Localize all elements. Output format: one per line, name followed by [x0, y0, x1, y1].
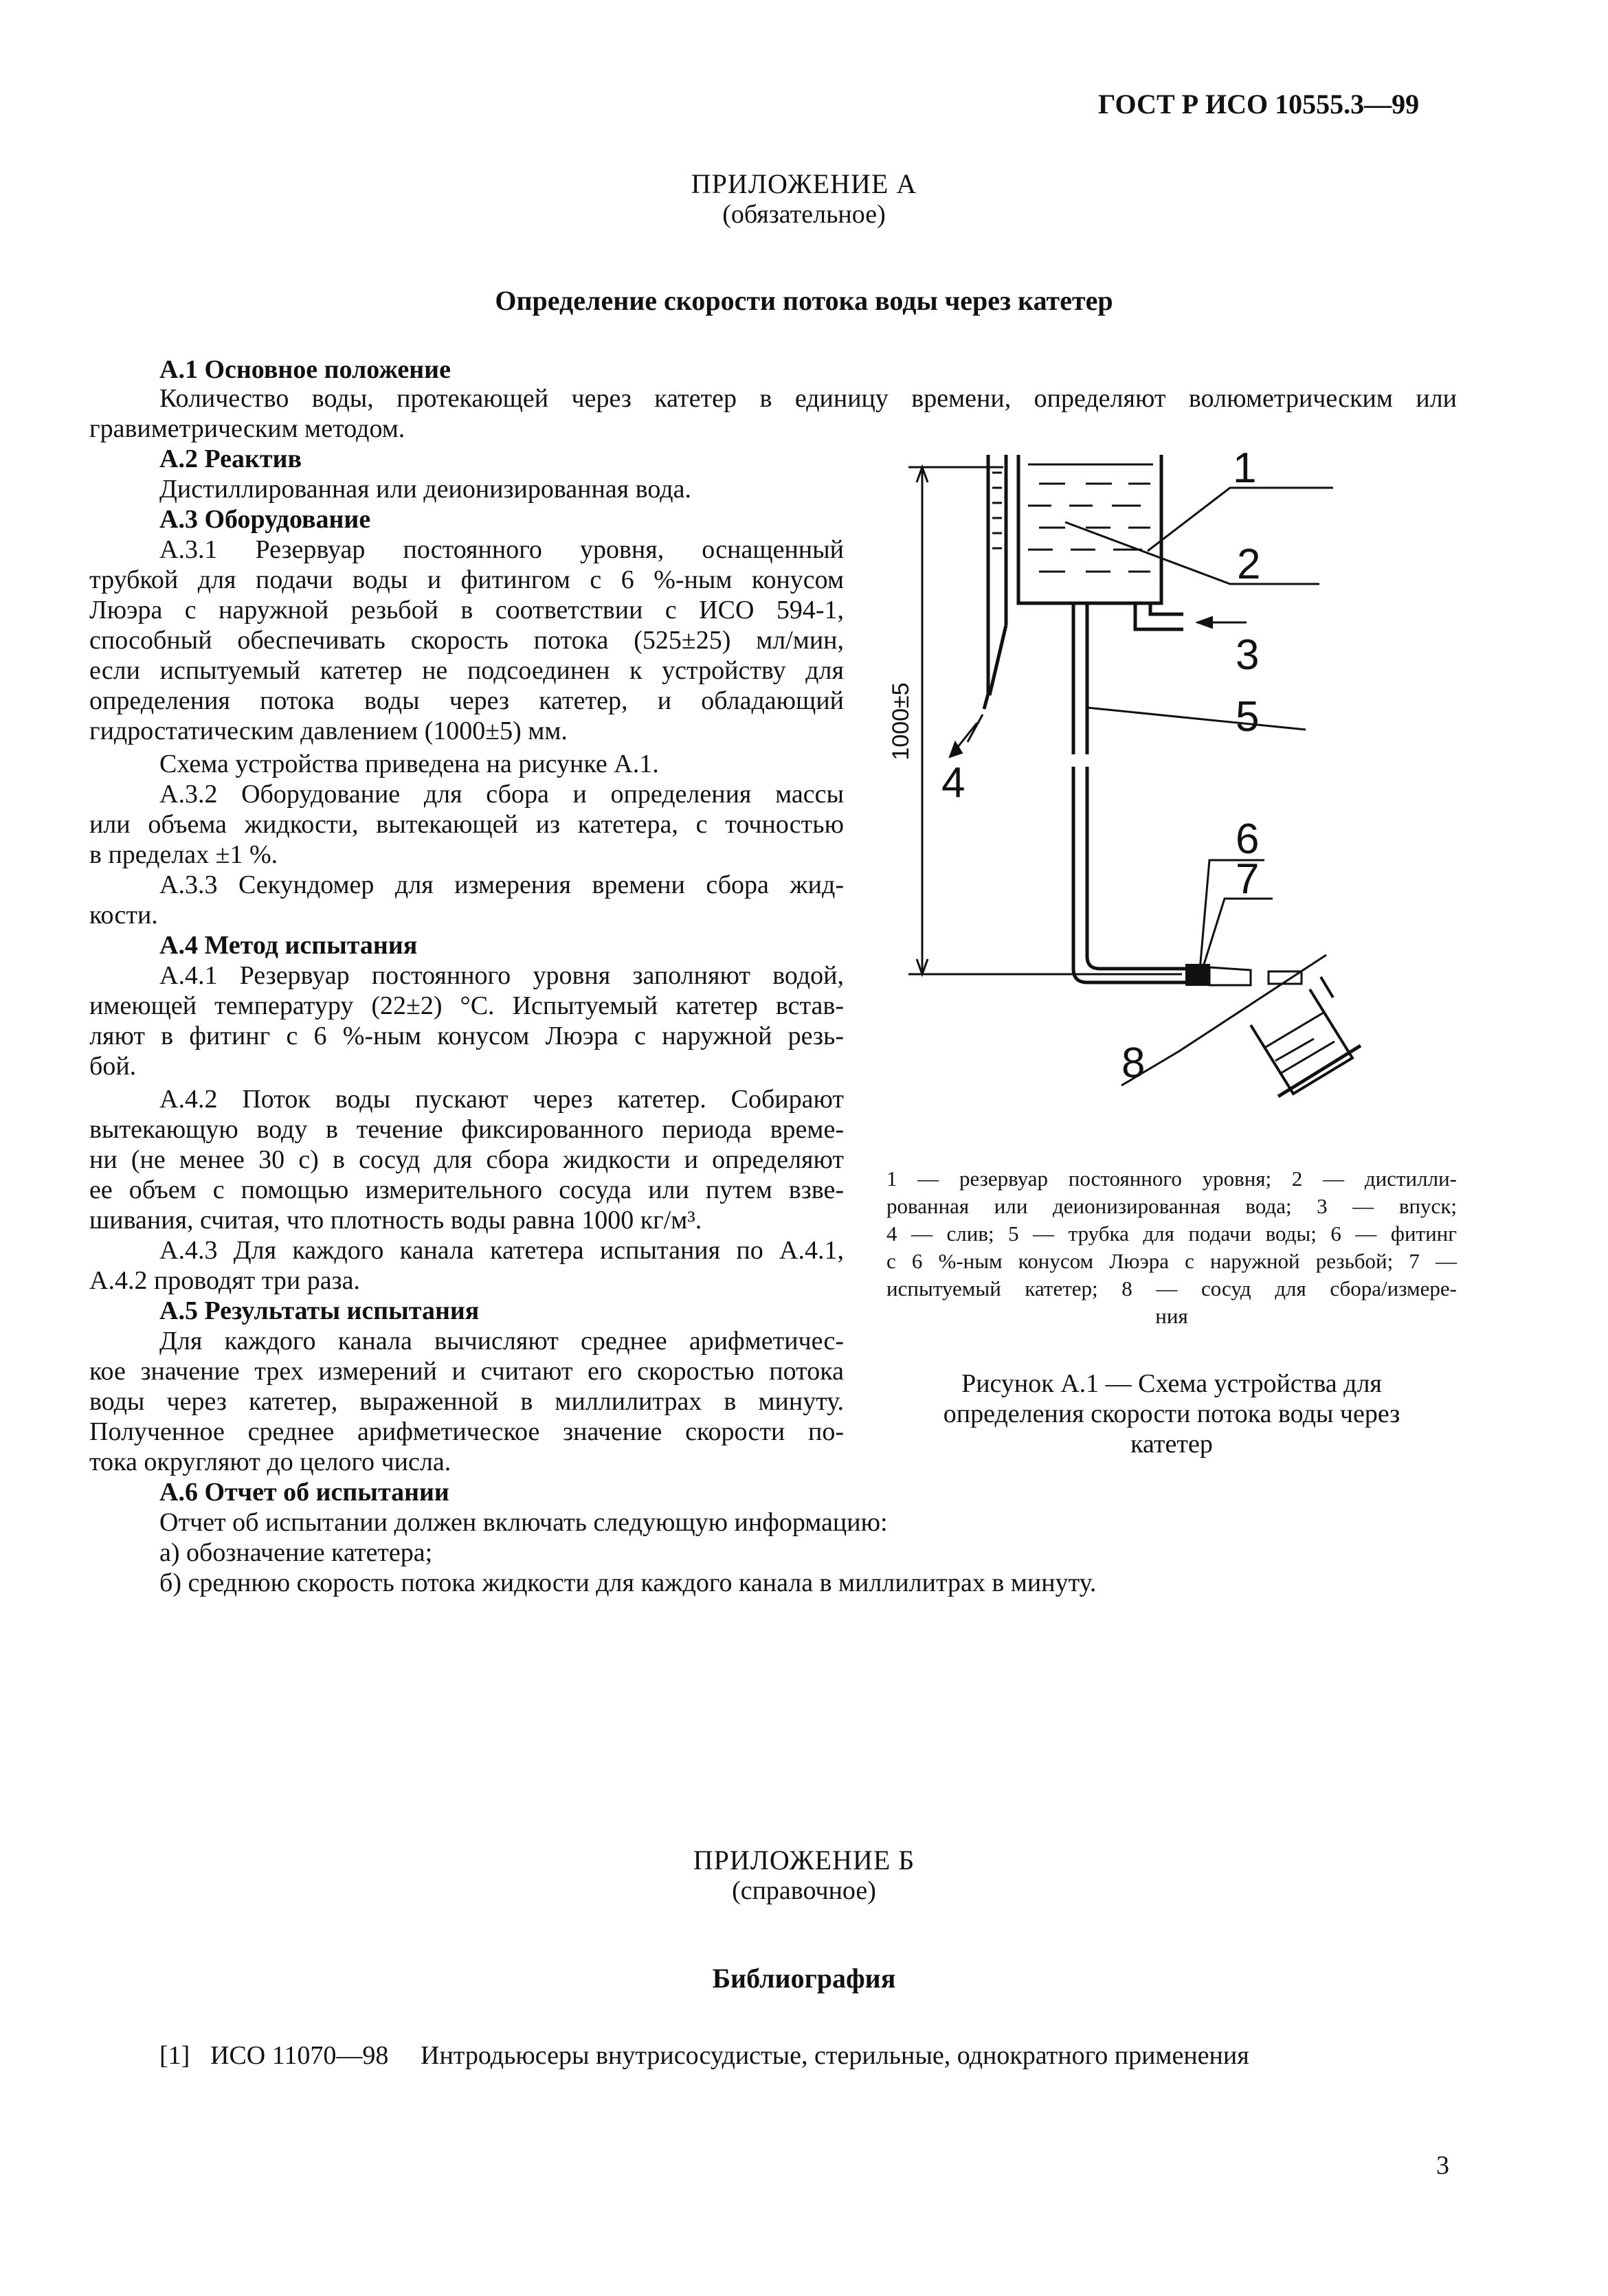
section-a42-line: ее объем с помощью измерительного сосуда или путем взве-	[89, 1175, 844, 1204]
bibliography-ref-code: ИСО 11070—98	[210, 2041, 389, 2070]
section-a43-line: А.4.2 проводят три раза.	[89, 1266, 360, 1295]
section-a4-heading: А.4 Метод испытания	[159, 931, 418, 960]
section-a6-heading: А.6 Отчет об испытании	[159, 1478, 449, 1507]
section-a31-line: если испытуемый катетер не подсоединен к устройству для	[89, 656, 844, 685]
section-a42-line: вытекающую воду в течение фиксированного периода време-	[89, 1115, 844, 1144]
callout-3: 3	[1236, 631, 1260, 679]
dimension-label: 1000±5	[888, 682, 914, 761]
section-a6-item: б) среднюю скорость потока жидкости для каждого канала в миллилитрах в минуту.	[159, 1568, 1097, 1597]
legend-line: 1 — резервуар постоянного уровня; 2 — дистилли-	[886, 1167, 1457, 1191]
legend-line: рованная или деионизированная вода; 3 — впуск;	[886, 1194, 1457, 1218]
section-a32-line: в пределах ±1 %.	[89, 840, 278, 869]
section-a5-line: тока округляют до целого числа.	[89, 1448, 451, 1476]
section-a32-line: или объема жидкости, вытекающей из катетера, с точностью	[89, 810, 844, 839]
legend-line: 4 — слив; 5 — трубка для подачи воды; 6 — фитинг	[886, 1222, 1457, 1246]
section-a5-line: воды через катетер, выраженной в миллилитрах в минуту.	[89, 1387, 844, 1416]
section-a3-heading: А.3 Оборудование	[159, 505, 371, 534]
figure-caption-line: Рисунок А.1 — Схема устройства для	[961, 1369, 1382, 1398]
figure-caption-line: определения скорости потока воды через	[943, 1399, 1400, 1428]
section-a2-heading: А.2 Реактив	[159, 444, 302, 473]
section-a32-line: А.3.2 Оборудование для сбора и определения массы	[159, 780, 844, 809]
section-a1-line: гравиметрическим методом.	[89, 414, 405, 443]
section-a41-line: А.4.1 Резервуар постоянного уровня заполняют водой,	[159, 961, 844, 990]
section-a5-line: Полученное среднее арифметическое значение скорости по-	[89, 1417, 844, 1446]
scheme-reference: Схема устройства приведена на рисунке А.1.	[159, 750, 659, 778]
appendix-b-status: (справочное)	[732, 1876, 876, 1905]
section-a31-line: А.3.1 Резервуар постоянного уровня, оснащенный	[159, 535, 844, 564]
section-a31-line: определения потока воды через катетер, и обладающий	[89, 686, 844, 715]
appendix-b-heading: Библиография	[712, 1963, 896, 1994]
page-number: 3	[1436, 2151, 1449, 2180]
appendix-b-title: ПРИЛОЖЕНИЕ Б	[693, 1845, 915, 1876]
section-a42-line: А.4.2 Поток воды пускают через катетер. Собирают	[159, 1085, 844, 1114]
appendix-a-heading: Определение скорости потока воды через катетер	[495, 285, 1113, 316]
section-a31-line: Люэра с наружной резьбой в соответствии с ИСО 594-1,	[89, 596, 844, 624]
appendix-a-status: (обязательное)	[722, 200, 886, 229]
callout-4: 4	[941, 759, 965, 807]
section-a5-line: Для каждого канала вычисляют среднее арифметичес-	[159, 1327, 844, 1355]
section-a33-line: А.3.3 Секундомер для измерения времени сбора жид-	[159, 870, 844, 899]
bibliography-ref-text: Интродьюсеры внутрисосудистые, стерильные, однократного применения	[421, 2041, 1249, 2070]
document-code: ГОСТ Р ИСО 10555.3—99	[1098, 89, 1420, 120]
appendix-a-title: ПРИЛОЖЕНИЕ А	[691, 168, 917, 199]
section-a31-line: трубкой для подачи воды и фитингом с 6 %-ным конусом	[89, 565, 844, 594]
section-a41-line: имеющей температуру (22±2) °С. Испытуемый катетер встав-	[89, 991, 844, 1020]
callout-5: 5	[1236, 693, 1260, 741]
callout-2: 2	[1237, 541, 1261, 588]
section-a41-line: бой.	[89, 1052, 137, 1081]
callout-1: 1	[1233, 444, 1257, 492]
section-a1-line: Количество воды, протекающей через катетер в единицу времени, определяют волюметрическим или	[159, 384, 1457, 413]
legend-line: ния	[1155, 1304, 1188, 1328]
legend-line: с 6 %-ным конусом Люэра с наружной резьбой; 7 —	[886, 1249, 1457, 1273]
callout-7: 7	[1236, 855, 1260, 903]
section-a2-text: Дистиллированная или деионизированная вода.	[159, 475, 691, 504]
section-a5-heading: А.5 Результаты испытания	[159, 1296, 480, 1325]
section-a31-line: способный обеспечивать скорость потока (525±25) мл/мин,	[89, 626, 844, 655]
section-a41-line: ляют в фитинг с 6 %-ным конусом Люэра с наружной резь-	[89, 1022, 844, 1050]
section-a42-line: шивания, считая, что плотность воды равна 1000 кг/м³.	[89, 1206, 702, 1235]
section-a6-item: а) обозначение катетера;	[159, 1538, 433, 1567]
section-a33-line: кости.	[89, 901, 158, 930]
legend-line: испытуемый катетер; 8 — сосуд для сбора/измере-	[886, 1276, 1457, 1301]
figure-caption-line: катетер	[1130, 1430, 1213, 1459]
section-a1-heading: А.1 Основное положение	[159, 355, 451, 384]
section-a31-line: гидростатическим давлением (1000±5) мм.	[89, 717, 568, 745]
section-a43-line: А.4.3 Для каждого канала катетера испытания по А.4.1,	[159, 1236, 844, 1265]
flow-rate-apparatus-figure	[859, 440, 1477, 1175]
section-a6-intro: Отчет об испытании должен включать следующую информацию:	[159, 1508, 888, 1537]
section-a5-line: кое значение трех измерений и считают его скоростью потока	[89, 1357, 844, 1386]
bibliography-ref-number: [1]	[159, 2041, 190, 2070]
callout-6: 6	[1236, 815, 1260, 863]
callout-8: 8	[1121, 1039, 1146, 1087]
section-a42-line: ни (не менее 30 с) в сосуд для сбора жидкости и определяют	[89, 1145, 844, 1174]
